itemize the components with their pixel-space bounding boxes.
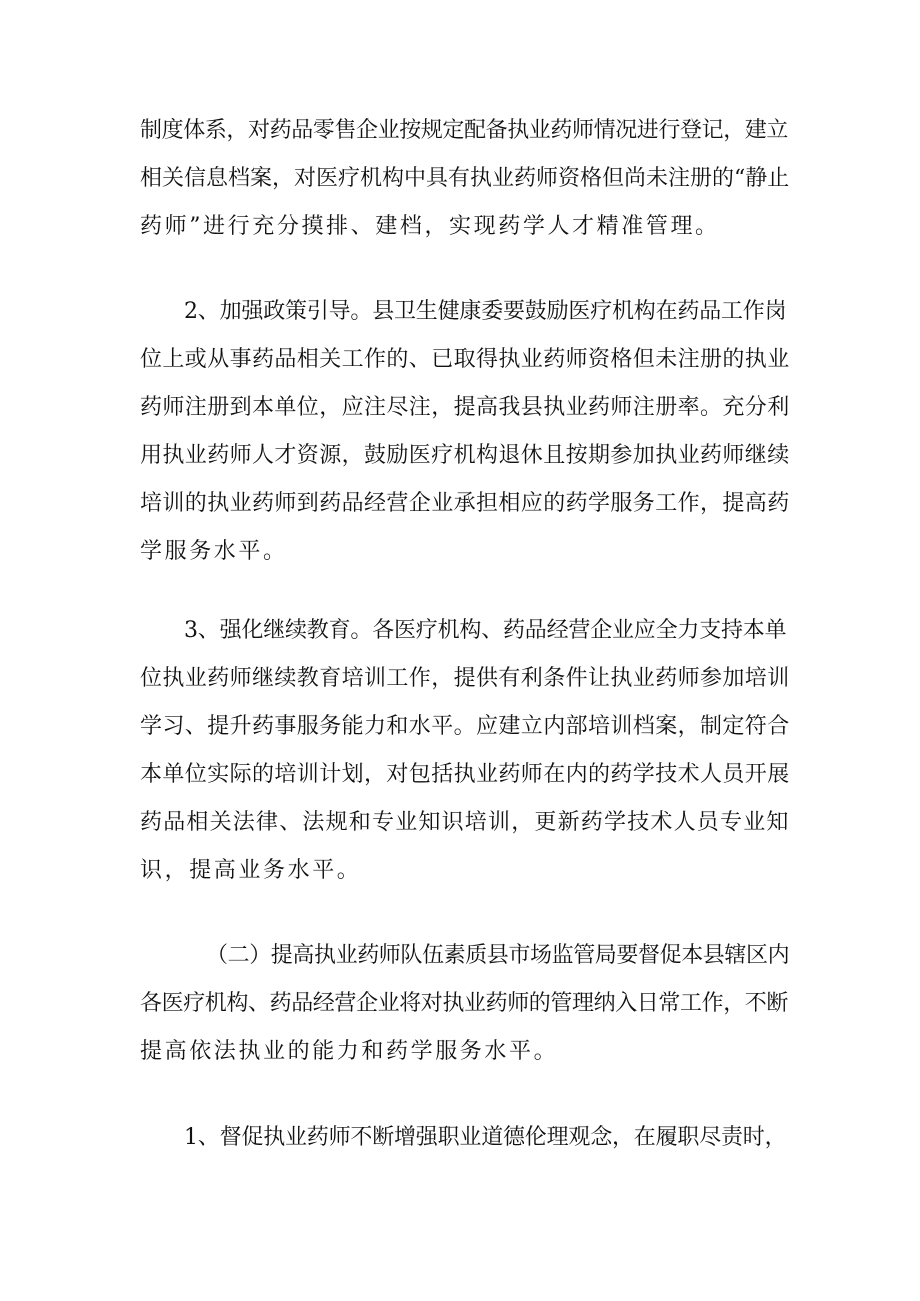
text-line: 药师”进行充分摸排、建档，实现药学人才精准管理。: [140, 214, 720, 239]
text-line: 本单位实际的培训计划，对包括执业药师在内的药学技术人员开展: [140, 762, 790, 787]
text-line: 提高依法执业的能力和药学服务水平。: [140, 1039, 559, 1064]
text-line: 位上或从事药品相关工作的、已取得执业药师资格但未注册的执业: [140, 347, 790, 372]
paragraph-section-two-quality: [140, 932, 790, 1076]
text-line: 识，提高业务水平。: [140, 858, 362, 883]
paragraph-professional-ethics: [140, 1114, 790, 1162]
text-line: 相关信息档案，对医疗机构中具有执业药师资格但尚未注册的“静止: [140, 166, 790, 191]
paragraph-continuing-education: [140, 607, 790, 895]
text-line: （二）提高执业药师队伍素质县市场监管局要督促本县辖区内: [206, 943, 790, 968]
text-line: 1、督促执业药师不断增强职业道德伦理观念，在履职尽责时，: [184, 1125, 787, 1150]
text-line: 各医疗机构、药品经营企业将对执业药师的管理纳入日常工作，不断: [140, 991, 789, 1016]
text-line: 学服务水平。: [140, 539, 288, 564]
text-line: 药品相关法律、法规和专业知识培训，更新药学技术人员专业知: [140, 810, 790, 835]
text-line: 用执业药师人才资源，鼓励医疗机构退休且按期参加执业药师继续: [140, 443, 790, 468]
text-line: 位执业药师继续教育培训工作，提供有利条件让执业药师参加培训: [140, 666, 790, 691]
paragraph-pharmacist-registration-records: [140, 107, 790, 251]
text-line: 培训的执业药师到药品经营企业承担相应的药学服务工作，提高药: [140, 491, 790, 516]
text-line: 制度体系，对药品零售企业按规定配备执业药师情况进行登记，建立: [140, 118, 789, 143]
text-line: 药师注册到本单位，应注尽注，提高我县执业药师注册率。充分利: [140, 395, 790, 420]
paragraph-policy-guidance: [140, 288, 790, 576]
text-line: 2、加强政策引导。县卫生健康委要鼓励医疗机构在药品工作岗: [184, 299, 787, 324]
text-line: 3、强化继续教育。各医疗机构、药品经营企业应全力支持本单: [184, 618, 787, 643]
text-line: 学习、提升药事服务能力和水平。应建立内部培训档案，制定符合: [140, 714, 790, 739]
